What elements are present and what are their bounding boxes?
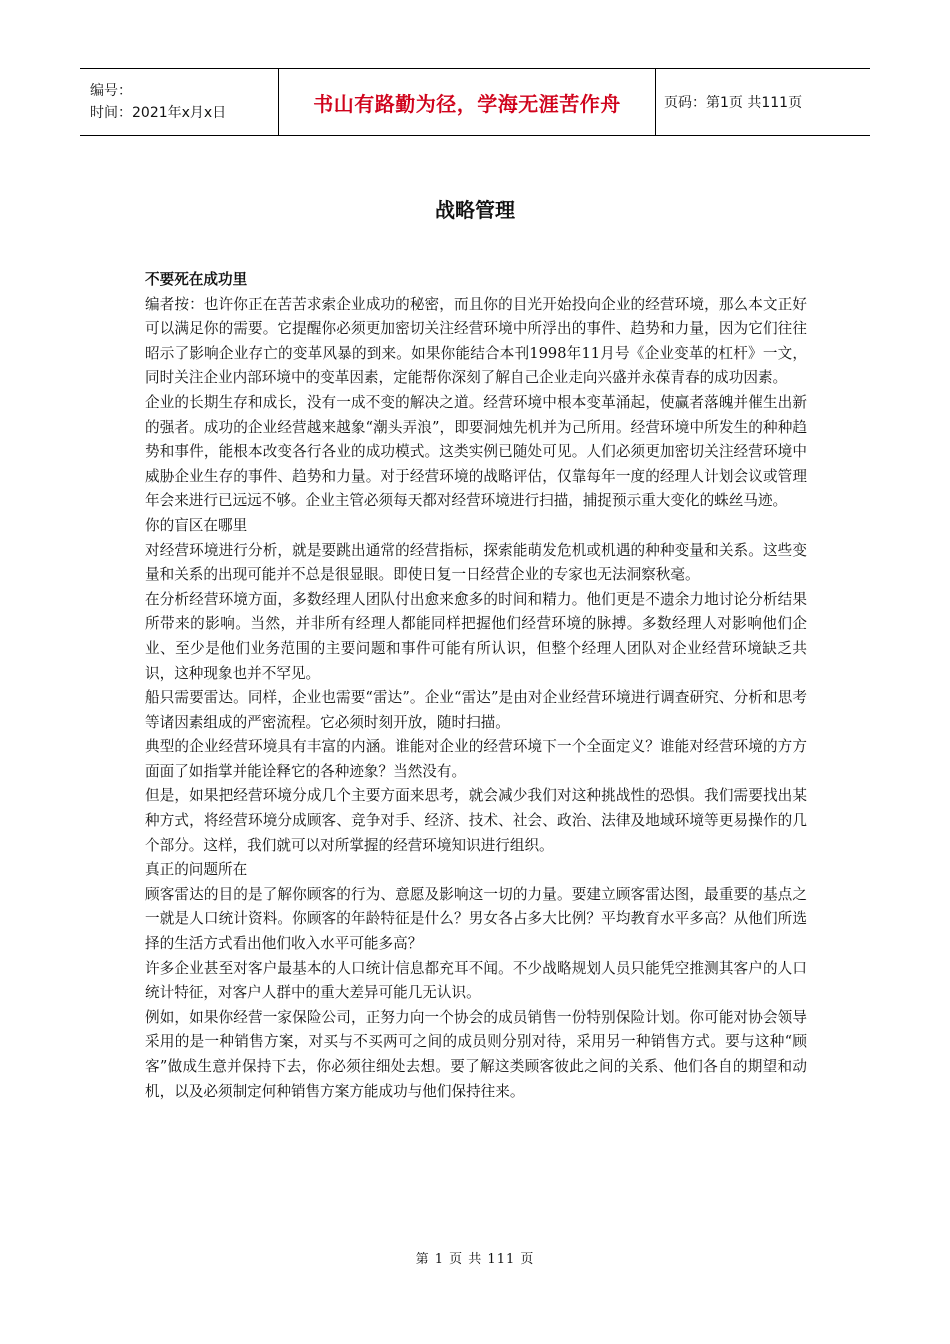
page-footer: 第 1 页 共 111 页	[415, 1252, 535, 1267]
header-table	[80, 68, 870, 136]
paragraph: 许多企业甚至对客户最基本的人口统计信息都充耳不闻。不少战略规划人员只能凭空推测其客户的人口统计特征，对客户人群中的重大差异可能几无认识。	[145, 959, 807, 1002]
document-time-label: 时间：2021年x月x日	[90, 105, 227, 121]
paragraph: 你的盲区在哪里	[145, 516, 248, 534]
paragraph: 顾客雷达的目的是了解你顾客的行为、意愿及影响这一切的力量。要建立顾客雷达图，最重要的基点之一就是人口统计资料。你顾客的年龄特征是什么？男女各占多大比例？平均教育水平多高？从他们所选择的生活方式看出他们收入水平可能多高？	[145, 885, 807, 953]
paragraph: 对经营环境进行分析，就是要跳出通常的经营指标，探索能萌发危机或机遇的种种变量和关系。这些变量和关系的出现可能并不总是很显眼。即使日复一日经营企业的专家也无法洞察秋毫。	[145, 541, 807, 584]
paragraph: 但是，如果把经营环境分成几个主要方面来思考，就会减少我们对这种挑战性的恐惧。我们需要找出某种方式，将经营环境分成顾客、竞争对手、经济、技术、社会、政治、法律及地域环境等更易操作的几个部分。这样，我们就可以对所掌握的经营环境知识进行组织。	[145, 787, 807, 854]
document-body	[145, 268, 807, 1104]
paragraph: 企业的长期生存和成长，没有一成不变的解决之道。经营环境中根本变革涌起，使赢者落魄并催生出新的强者。成功的企业经营越来越象“潮头弄浪”，即要洞烛先机并为己所用。经营环境中所发生的种种趋势和事件，能根本改变各行各业的成功模式。这类实例已随处可见。人们必须更加密切关注经营环境中威胁企业生存的事件、趋势和力量。对于经营环境的战略评估，仅靠每年一度的经理人计划会议或管理年会来进行已远远不够。企业主管必须每天都对经营环境进行扫描，捕捉预示重大变化的蛛丝马迹。	[145, 393, 807, 510]
document-title: 战略管理	[435, 198, 515, 222]
document-number-label: 编号：	[90, 83, 132, 99]
paragraph: 编者按：也许你正在苦苦求索企业成功的秘密，而且你的目光开始投向企业的经营环境，那么本文正好可以满足你的需要。它提醒你必须更加密切关注经营环境中所浮出的事件、趋势和力量，因为它们往往昭示了影响企业存亡的变革风暴的到来。如果你能结合本刊1998年11月号《企业变革的杠杆》一文，同时关注企业内部环境中的变革因素，定能帮你深刻了解自己企业走向兴盛并永葆青春的成功因素。	[145, 295, 807, 387]
section-heading: 不要死在成功里	[145, 271, 248, 288]
paragraph: 例如，如果你经营一家保险公司，正努力向一个协会的成员销售一份特别保险计划。你可能对协会领导采用的是一种销售方案，对买与不买两可之间的成员则分别对待，采用另一种销售方式。要与这种“顾客”做成生意并保持下去，你必须往细处去想。要了解这类顾客彼此之间的关系、他们各自的期望和动机，以及必须制定何种销售方案方能成功与他们保持往来。	[145, 1008, 807, 1100]
paragraph: 真正的问题所在	[145, 861, 248, 879]
paragraph: 船只需要雷达。同样，企业也需要“雷达”。企业“雷达”是由对企业经营环境进行调查研究、分析和思考等诸因素组成的严密流程。它必须时刻开放，随时扫描。	[145, 689, 807, 731]
header-meta-cell	[80, 69, 279, 136]
header-motto-cell	[279, 69, 656, 136]
paragraph: 在分析经营环境方面，多数经理人团队付出愈来愈多的时间和精力。他们更是不遗余力地讨论分析结果所带来的影响。当然，并非所有经理人都能同样把握他们经营环境的脉搏。多数经理人对影响他们企业、至少是他们业务范围的主要问题和事件可能有所认识，但整个经理人团队对企业经营环境缺乏共识，这种现象也并不罕见。	[145, 590, 807, 682]
paragraph: 典型的企业经营环境具有丰富的内涵。谁能对企业的经营环境下一个全面定义？谁能对经营环境的方方面面了如指掌并能诠释它的各种迹象？当然没有。	[145, 738, 807, 780]
header-motto: 书山有路勤为径，学海无涯苦作舟	[313, 91, 621, 116]
header-page-cell	[656, 69, 871, 136]
header-page-info: 页码：第1页 共111页	[664, 95, 803, 111]
